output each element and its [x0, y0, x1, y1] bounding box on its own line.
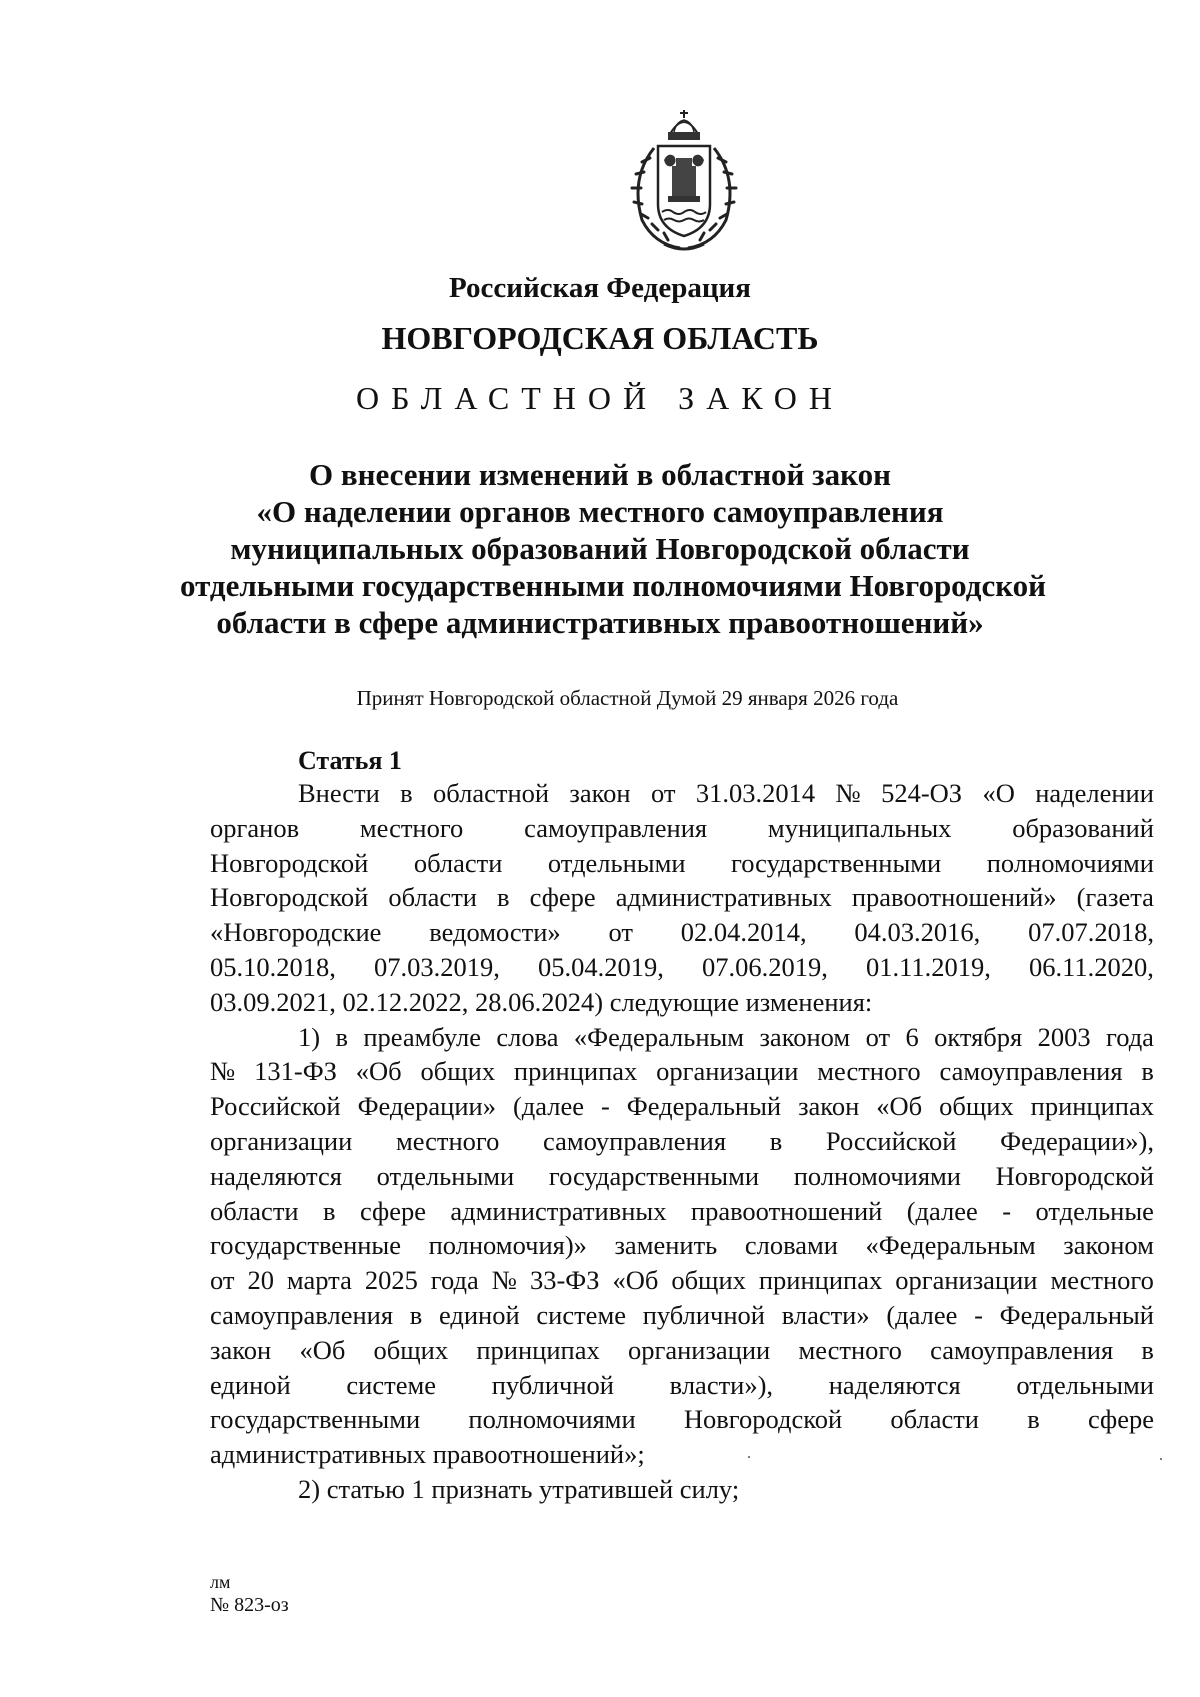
- article-heading: Статья 1: [298, 746, 402, 775]
- article-word: государственными: [210, 1404, 421, 1435]
- article-word: местного: [1050, 1265, 1154, 1296]
- article-word: в: [323, 1195, 336, 1226]
- article-word: от: [650, 778, 676, 808]
- article-word: «Об: [355, 1056, 402, 1087]
- article-word: закон: [569, 778, 631, 808]
- article-word: «Федеральным: [865, 1230, 1036, 1261]
- article-word: 07.07.2018,: [1028, 917, 1154, 948]
- law-title: [180, 456, 1047, 641]
- title-line: О внесении изменений в областной закон: [309, 457, 891, 492]
- article-word: отдельными: [547, 847, 686, 878]
- article-word: самоуправления: [543, 1125, 727, 1156]
- article-line: [210, 950, 1154, 985]
- article-word: административных: [450, 1195, 667, 1226]
- article-word: 05.10.2018,: [210, 951, 336, 982]
- article-line: [210, 1089, 1154, 1124]
- article-word: области: [890, 1404, 979, 1435]
- article-line: [210, 1402, 1154, 1437]
- article-word: муниципальных: [767, 812, 952, 843]
- article-word: в: [400, 778, 413, 808]
- article-word: (далее: [886, 1299, 958, 1330]
- article-word: самоуправления: [930, 1334, 1114, 1365]
- country-name: Российская Федерация: [449, 272, 751, 304]
- article-word: Федерации»),: [1000, 1125, 1154, 1156]
- article-word: (газета: [1076, 882, 1154, 913]
- article-word: наделяются: [210, 1160, 342, 1191]
- article-word: организации: [656, 1056, 799, 1087]
- article-word: Новгородской: [210, 882, 369, 913]
- article-word: системе: [536, 1299, 626, 1330]
- document-type: ОБЛАСТНОЙ ЗАКОН: [355, 380, 845, 416]
- article-word: местного: [359, 812, 464, 843]
- article-word: в: [335, 1021, 348, 1052]
- article-word: в: [1141, 1056, 1154, 1087]
- article-word: 2003: [1037, 1021, 1091, 1052]
- article-word: Внести: [298, 778, 380, 808]
- article-word: законом: [1063, 1230, 1154, 1261]
- article-word: правоотношений: [690, 1195, 883, 1226]
- article-word: самоуправления: [524, 812, 708, 843]
- article-line: [210, 1054, 1154, 1089]
- article-word: от: [608, 917, 633, 948]
- article-line: [210, 1263, 1154, 1298]
- article-word: Федеральный: [999, 1299, 1154, 1330]
- article-word: «Об: [612, 1265, 659, 1296]
- article-word: публичной: [491, 1369, 614, 1400]
- title-line: «О наделении органов местного самоуправления: [256, 494, 944, 529]
- coat-of-arms-icon: [624, 108, 744, 254]
- article-word: преамбуле: [363, 1021, 481, 1052]
- article-word: организации: [210, 1125, 353, 1156]
- article-word: власти»: [781, 1299, 870, 1330]
- article-word: государственными: [731, 847, 942, 878]
- article-word: области: [388, 882, 477, 913]
- article-word: государственными: [548, 1160, 760, 1191]
- article-line: [210, 811, 1154, 846]
- article-word: 01.11.2019,: [866, 951, 991, 982]
- article-line: [210, 1124, 1154, 1159]
- article-word: Федерации»: [357, 1091, 496, 1122]
- article-word: 131-ФЗ: [254, 1056, 337, 1087]
- article-line-text: 03.09.2021, 02.12.2022, 28.06.2024) следующие изменения:: [210, 986, 873, 1017]
- article-word: общих: [373, 1334, 449, 1365]
- article-word: принципах: [758, 1265, 883, 1296]
- article-word: самоуправления: [210, 1299, 394, 1330]
- article-word: Новгородской: [210, 847, 369, 878]
- article-word: 02.04.2014,: [680, 917, 807, 948]
- article-word: «Об: [876, 1091, 923, 1122]
- article-line: [210, 1020, 1154, 1055]
- article-word: в: [497, 882, 510, 913]
- article-word: 07.03.2019,: [374, 951, 500, 982]
- article-word: -: [1002, 1195, 1012, 1226]
- article-word: 04.03.2016,: [854, 917, 981, 948]
- article-word: 33-ФЗ: [529, 1265, 600, 1296]
- article-word: 524-ОЗ: [881, 778, 963, 808]
- article-line: [210, 846, 1154, 881]
- article-word: публичной: [642, 1299, 765, 1330]
- article-line: [210, 776, 1154, 811]
- article-word: 2025: [364, 1265, 418, 1296]
- article-word: Новгородской: [683, 1404, 843, 1435]
- article-word: года: [430, 1265, 479, 1296]
- article-word: наделяются: [828, 1369, 961, 1400]
- article-word: образований: [1012, 812, 1154, 843]
- article-word: принципах: [513, 1056, 638, 1087]
- article-word: общих: [420, 1056, 496, 1087]
- scan-speck: [748, 1456, 750, 1458]
- article-word: от: [865, 1021, 891, 1052]
- article-word: в: [409, 1299, 423, 1330]
- article-word: государственные: [210, 1230, 401, 1261]
- article-line: [210, 1228, 1154, 1263]
- article-word: Новгородской: [995, 1160, 1154, 1191]
- article-word: слова: [496, 1021, 559, 1052]
- article-word: законом: [759, 1021, 851, 1052]
- article-line: [210, 1368, 1154, 1403]
- article-word: отдельные: [1035, 1195, 1154, 1226]
- article-word: от: [210, 1265, 235, 1296]
- executor-mark: лм: [210, 1572, 231, 1592]
- article-line: [210, 1437, 1154, 1472]
- article-word: Федеральный: [626, 1091, 782, 1122]
- article-word: №: [835, 778, 861, 808]
- article-line: [210, 1194, 1154, 1229]
- article-word: №: [491, 1265, 517, 1296]
- article-word: отдельными: [376, 1160, 515, 1191]
- region-name: НОВГОРОДСКАЯ ОБЛАСТЬ: [381, 320, 819, 356]
- article-word: сфере: [359, 1195, 426, 1226]
- article-word: полномочиями: [468, 1404, 636, 1435]
- article-word: области: [210, 1195, 299, 1226]
- article-word: закон: [798, 1091, 860, 1122]
- article-word: Российской: [210, 1091, 341, 1122]
- article-word: области: [413, 847, 503, 878]
- article-body: [210, 776, 1154, 1507]
- article-word: областной: [433, 778, 550, 808]
- article-line-text: 2) статью 1 признать утратившей силу;: [298, 1473, 740, 1504]
- article-word: Российской: [825, 1125, 957, 1156]
- article-word: общих: [671, 1265, 746, 1296]
- article-word: самоуправления: [939, 1056, 1123, 1087]
- article-line: [210, 1298, 1154, 1333]
- article-word: системе: [346, 1369, 436, 1400]
- article-word: единой: [438, 1299, 520, 1330]
- article-word: 1): [298, 1021, 321, 1052]
- article-word: власти»),: [669, 1369, 774, 1400]
- article-word: общих: [939, 1091, 1014, 1122]
- article-word: сфере: [529, 882, 596, 913]
- article-word: №: [210, 1056, 236, 1087]
- article-line: [210, 1159, 1154, 1194]
- article-word: 31.03.2014: [695, 778, 816, 808]
- article-word: наделении: [1035, 778, 1154, 808]
- article-word: в: [1141, 1334, 1154, 1365]
- article-word: местного: [817, 1056, 921, 1087]
- article-word: -: [600, 1091, 610, 1122]
- article-line: [210, 985, 1154, 1020]
- article-word: местного: [798, 1334, 902, 1365]
- article-word: административных: [615, 882, 832, 913]
- registration-number: № 823-оз: [210, 1594, 289, 1616]
- article-word: в: [1027, 1404, 1040, 1435]
- article-word: принципах: [1030, 1091, 1154, 1122]
- article-word: местного: [395, 1125, 500, 1156]
- article-word: -: [974, 1299, 983, 1330]
- article-word: полномочиями: [793, 1160, 961, 1191]
- article-word: принципах: [476, 1334, 600, 1365]
- article-word: заменить: [614, 1230, 718, 1261]
- title-line: муниципальных образований Новгородской области: [230, 531, 970, 566]
- article-word: органов: [210, 812, 300, 843]
- article-word: словами: [744, 1230, 838, 1261]
- article-line: [210, 1472, 1154, 1507]
- article-word: 05.04.2019,: [538, 951, 664, 982]
- article-word: ведомости»: [429, 917, 561, 948]
- article-word: организации: [895, 1265, 1038, 1296]
- article-word: организации: [627, 1334, 771, 1365]
- article-word: марта: [286, 1265, 352, 1296]
- article-word: единой: [210, 1369, 291, 1400]
- article-word: года: [1106, 1021, 1154, 1052]
- article-line-text: административных правоотношений»;: [210, 1439, 645, 1470]
- title-line: отдельными государственными полномочиями Новгородской: [180, 568, 1047, 603]
- article-word: «Новгородские: [210, 917, 382, 948]
- article-word: «О: [982, 778, 1015, 808]
- article-word: «Федеральным: [573, 1021, 745, 1052]
- article-word: 6: [905, 1021, 919, 1052]
- article-word: в: [769, 1125, 783, 1156]
- article-word: 06.11.2020,: [1029, 951, 1154, 982]
- scan-speck: [1160, 1458, 1162, 1460]
- article-word: полномочиями: [986, 847, 1154, 878]
- article-word: правоотношений»: [851, 882, 1057, 913]
- adoption-note: Принят Новгородской областной Думой 29 января 2026 года: [356, 686, 899, 710]
- article-line: [210, 880, 1154, 915]
- title-line: области в сфере административных правоотношений»: [216, 605, 984, 640]
- article-word: (далее: [512, 1091, 585, 1122]
- article-word: (далее: [906, 1195, 978, 1226]
- article-line: [210, 915, 1154, 950]
- article-word: 20: [247, 1265, 274, 1296]
- article-word: отдельными: [1016, 1369, 1154, 1400]
- article-line: [210, 1333, 1154, 1368]
- article-word: 07.06.2019,: [702, 951, 828, 982]
- article-word: закон: [210, 1334, 272, 1365]
- article-word: «Об: [299, 1334, 346, 1365]
- article-word: полномочия)»: [428, 1230, 587, 1261]
- article-word: октября: [934, 1021, 1023, 1052]
- article-word: сфере: [1087, 1404, 1154, 1435]
